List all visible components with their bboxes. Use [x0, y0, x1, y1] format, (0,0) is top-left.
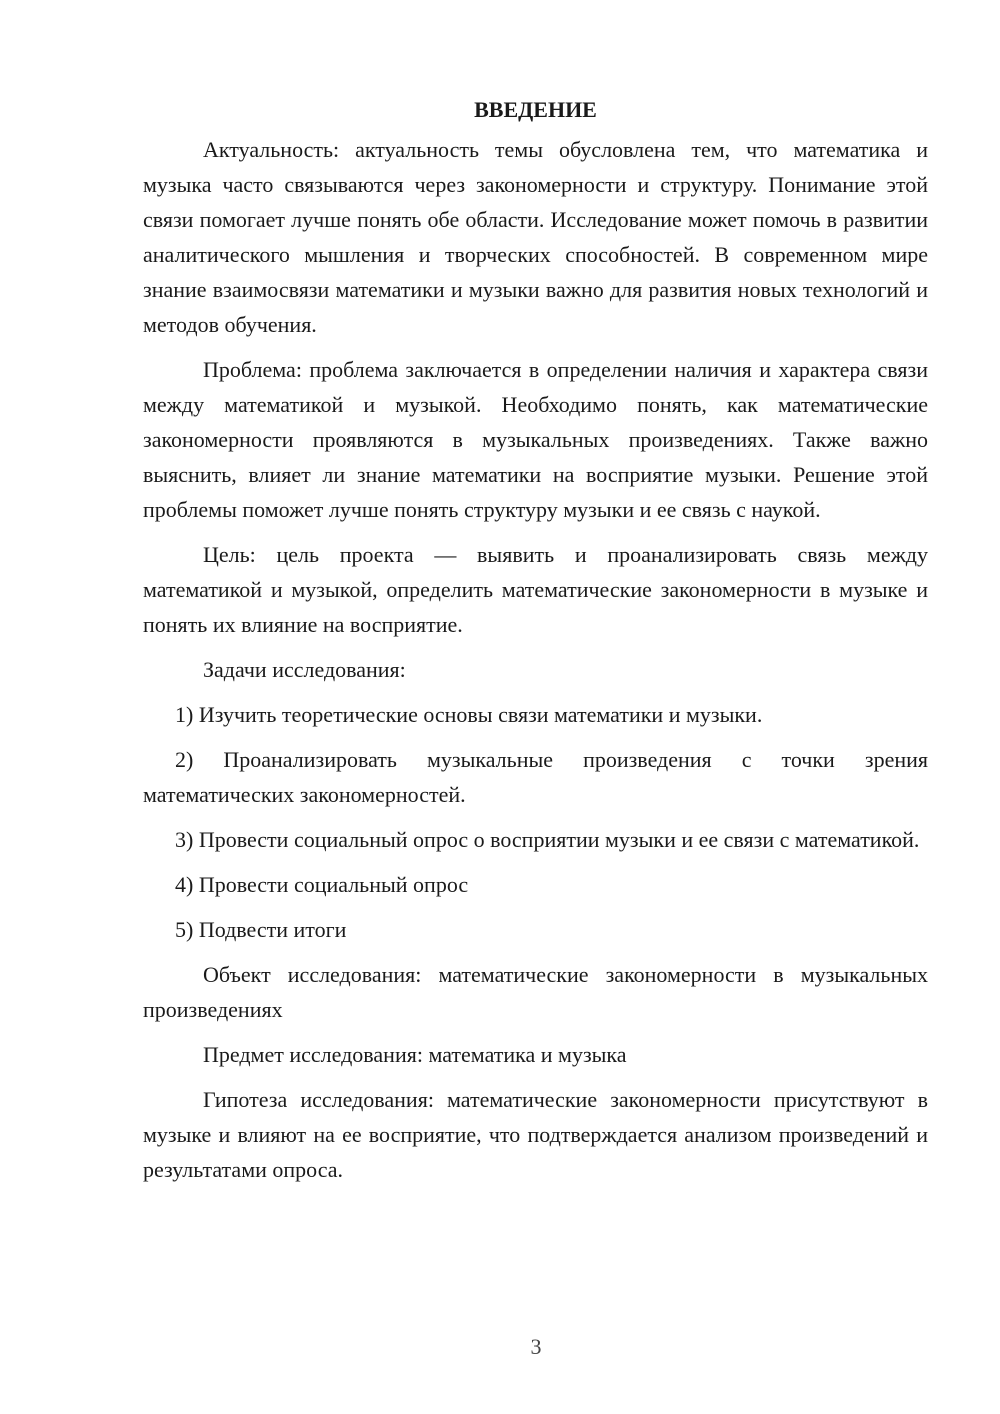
paragraph-problem: Проблема: проблема заключается в определении наличия и характера связи между математикой и музыкой. Необходимо понять, как математические закономерности проявляются в музыкальных произведениях. Также важно выяснить, влияет ли знание математики на восприятие музыки. Решение этой проблемы поможет лучше понять структуру музыки и ее связь с наукой. [143, 357, 928, 522]
paragraph-goal: Цель: цель проекта — выявить и проанализировать связь между математикой и музыкой, определить математические закономерности в музыке и понять их влияние на восприятие. [143, 542, 928, 637]
document-page [143, 92, 928, 1197]
task-item-2: 2) Проанализировать музыкальные произведения с точки зрения математических закономерностей. [143, 747, 928, 807]
paragraph-object: Объект исследования: математические закономерности в музыкальных произведениях [143, 962, 928, 1022]
task-item-5: 5) Подвести итоги [175, 917, 347, 942]
task-item-3: 3) Провести социальный опрос о восприятии музыки и ее связи с математикой. [175, 827, 920, 852]
paragraph-relevance: Актуальность: актуальность темы обусловлена тем, что математика и музыка часто связываются через закономерности и структуру. Понимание этой связи помогает лучше понять обе области. Исследование может помочь в развитии аналитического мышления и творческих способностей. В современном мире знание взаимосвязи математики и музыки важно для развития новых технологий и методов обучения. [143, 137, 928, 337]
section-title: ВВЕДЕНИЕ [474, 97, 597, 122]
task-item-4: 4) Провести социальный опрос [175, 872, 469, 897]
paragraph-subject: Предмет исследования: математика и музыка [203, 1042, 627, 1067]
paragraph-hypothesis: Гипотеза исследования: математические закономерности присутствуют в музыке и влияют на ее восприятие, что подтверждается анализом произведений и результатами опроса. [143, 1087, 928, 1182]
task-item-1: 1) Изучить теоретические основы связи математики и музыки. [175, 702, 763, 727]
paragraph-tasks-heading: Задачи исследования: [203, 657, 406, 682]
page-number: 3 [530, 1334, 542, 1359]
